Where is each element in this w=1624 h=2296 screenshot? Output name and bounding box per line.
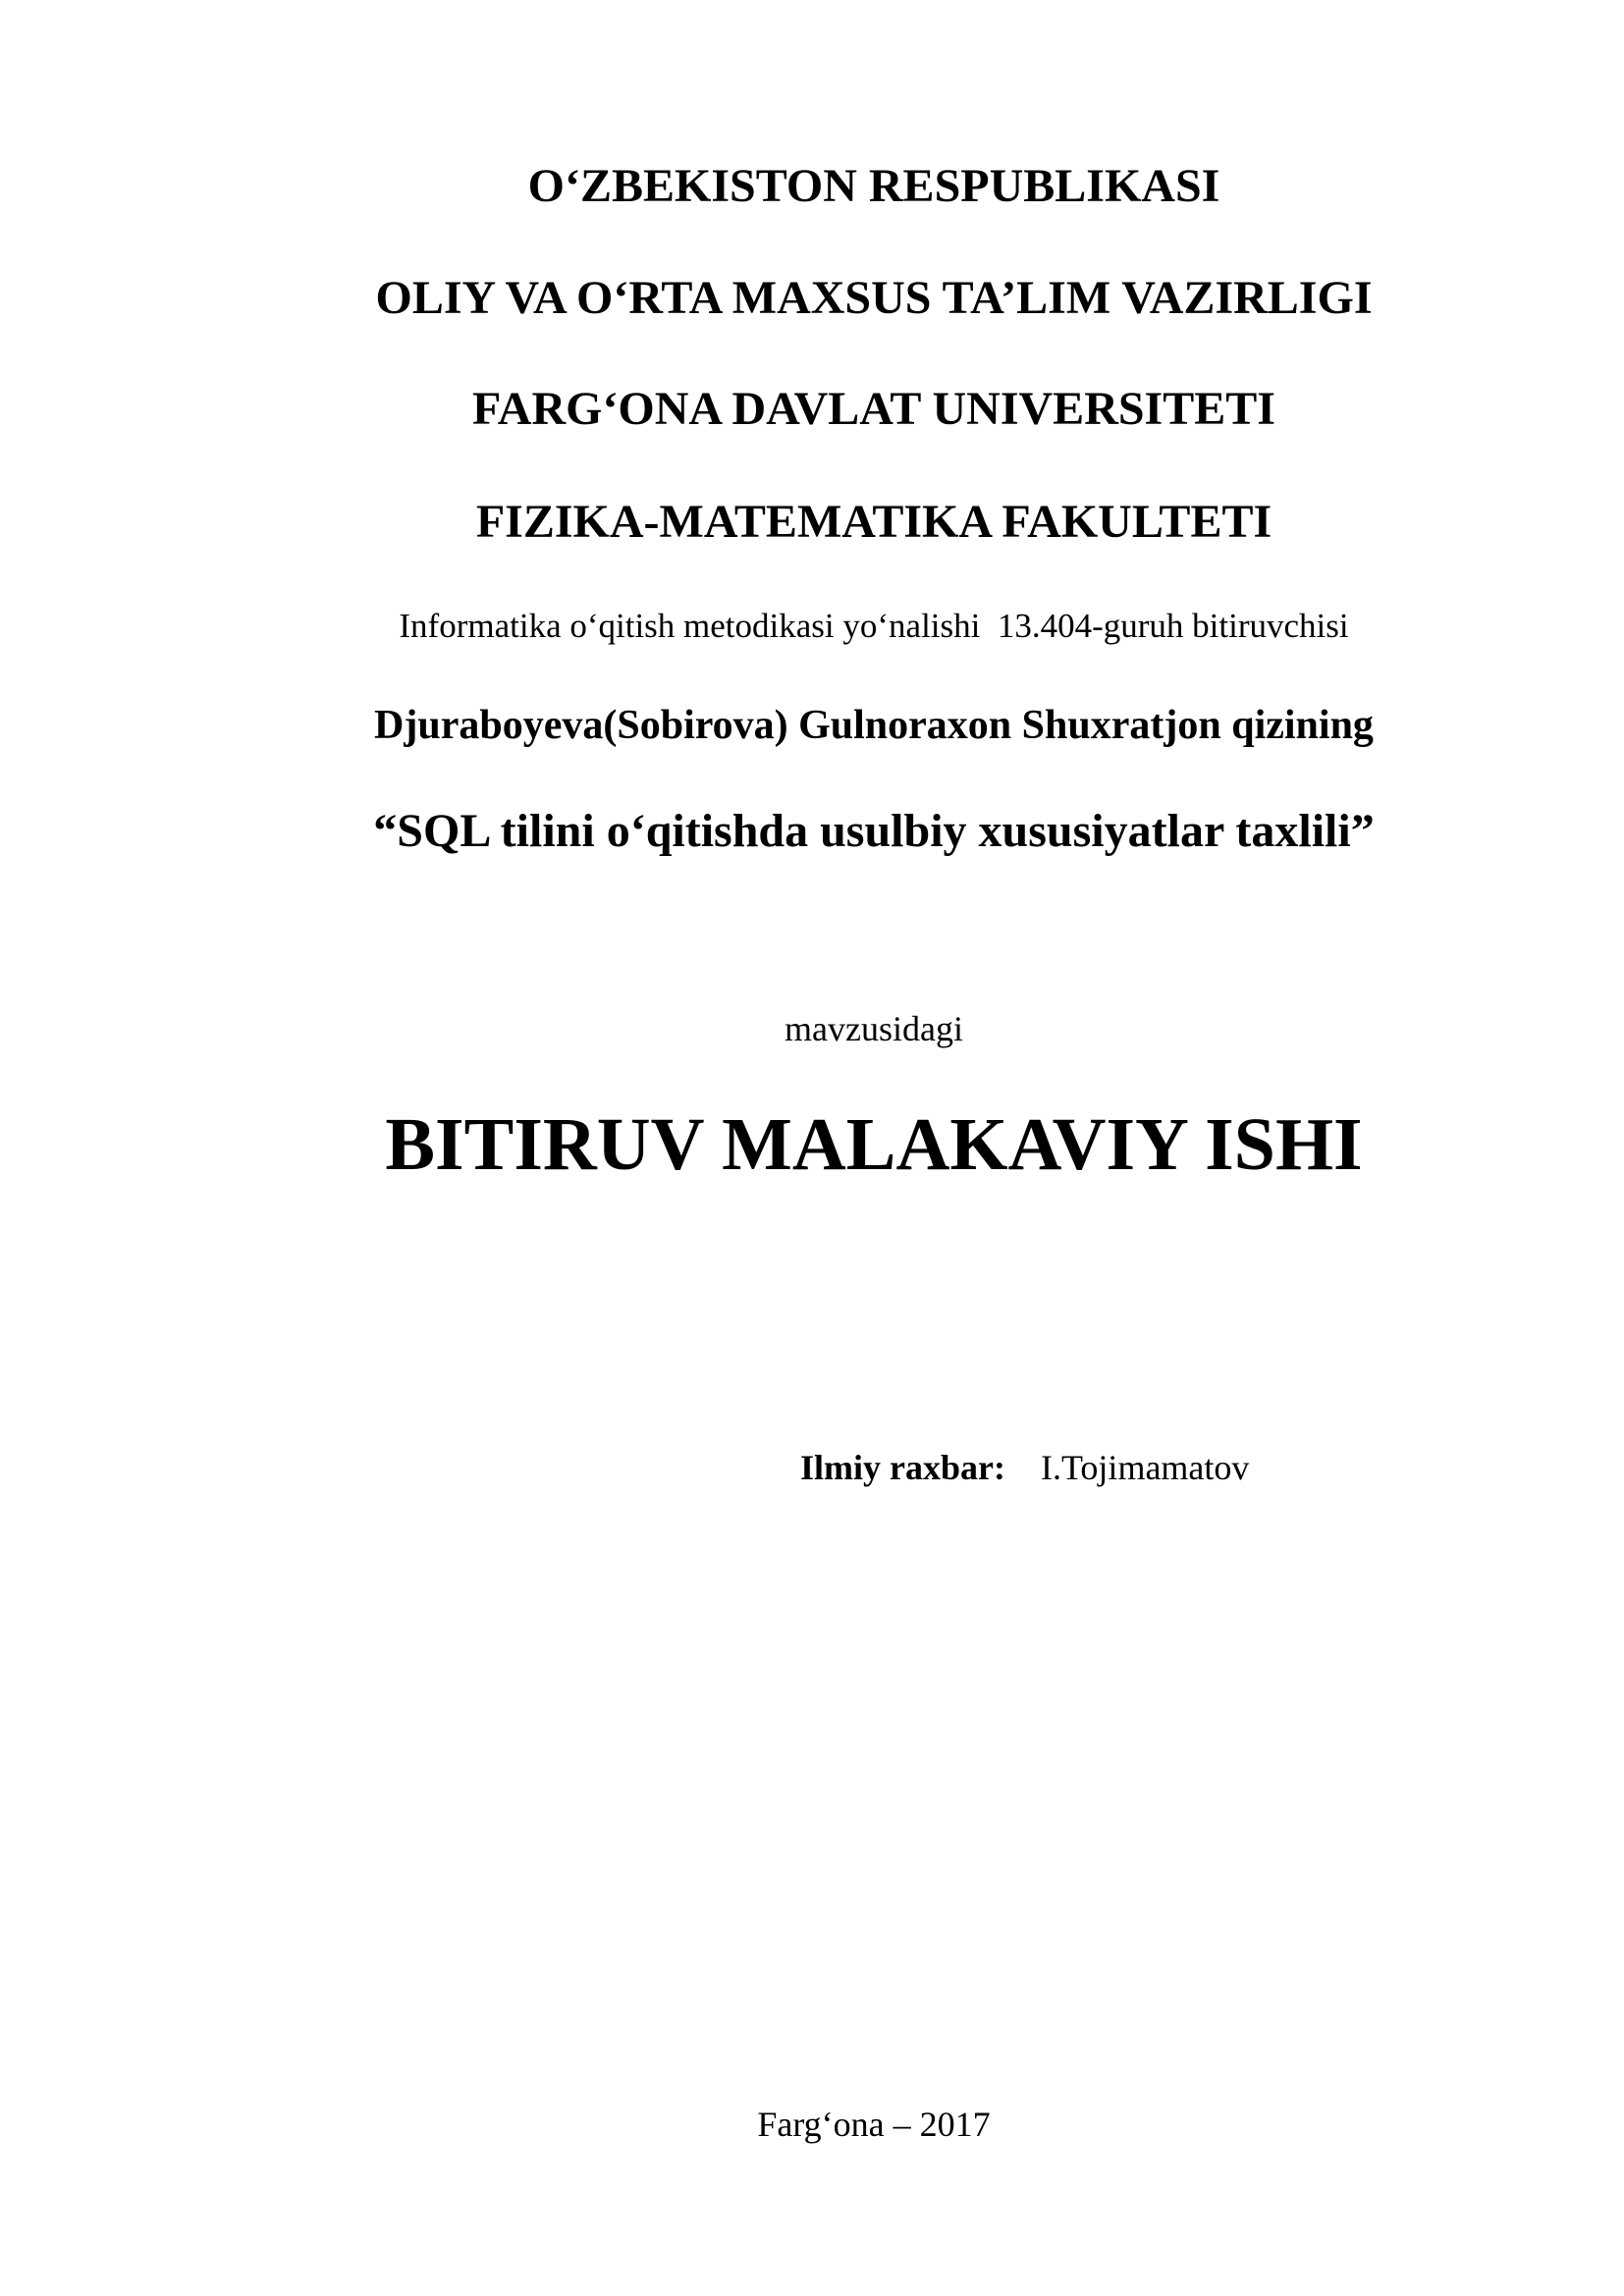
ministry-heading: OLIY VA O‘RTA MAXSUS TA’LIM VAZIRLIGI	[375, 272, 1373, 324]
university-heading: FARG‘ONA DAVLAT UNIVERSITETI	[472, 383, 1275, 435]
place-and-year: Farg‘ona – 2017	[757, 2105, 991, 2144]
topic-caption: mavzusidagi	[785, 1009, 963, 1048]
supervisor-name: I.Tojimamatov	[1040, 1448, 1250, 1487]
thesis-topic: “SQL tilini o‘qitishda usulbiy xususiyatlar taxlili”	[373, 805, 1375, 857]
supervisor-block	[800, 1450, 1249, 1485]
country-heading: O‘ZBEKISTON RESPUBLIKASI	[527, 160, 1220, 212]
faculty-heading: FIZIKA-MATEMATIKA FAKULTETI	[475, 496, 1272, 548]
supervisor-label: Ilmiy raxbar:	[800, 1448, 1005, 1487]
program-line: Informatika o‘qitish metodikasi yo‘nalishi 13.404-guruh bitiruvchisi	[399, 607, 1349, 645]
author-name: Djuraboyeva(Sobirova) Gulnoraxon Shuxratjon qizining	[374, 703, 1374, 748]
work-type-title: BITIRUV MALAKAVIY ISHI	[385, 1103, 1363, 1186]
